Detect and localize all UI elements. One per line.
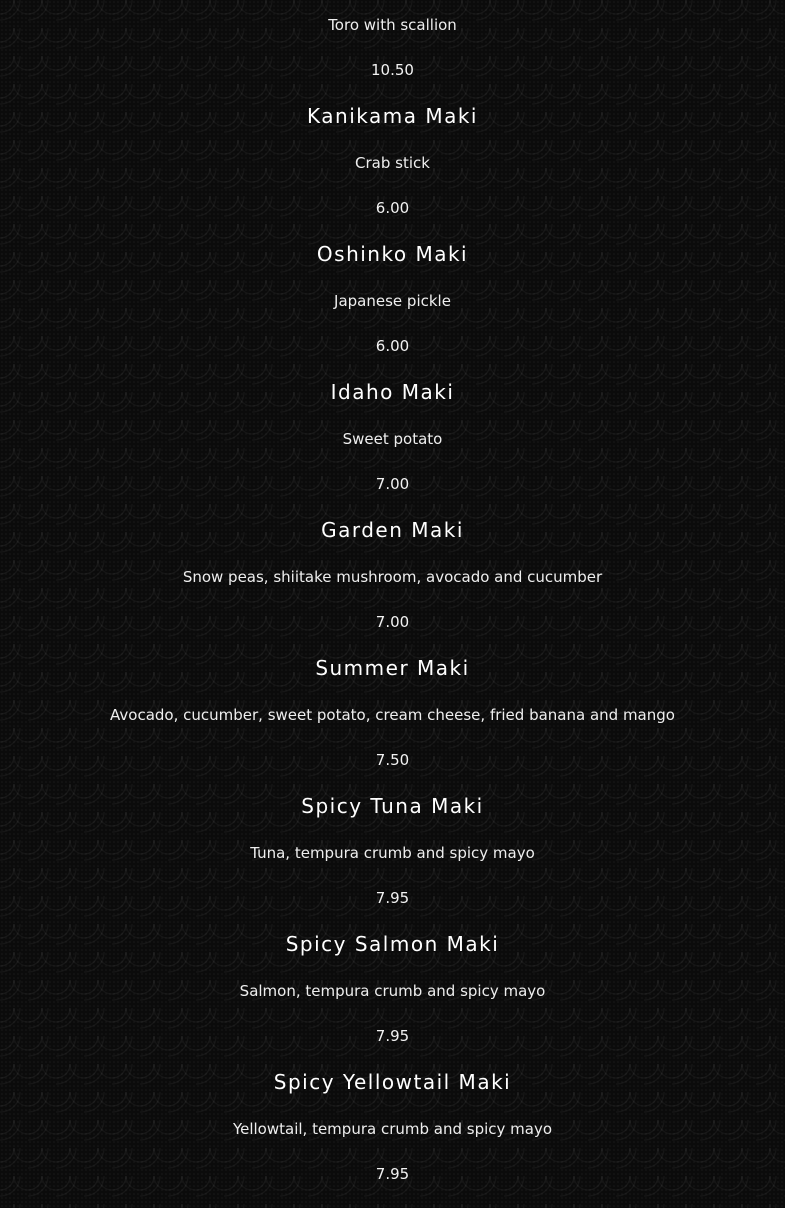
item-description: Avocado, cucumber, sweet potato, cream cheese, fried banana and mango	[110, 706, 675, 724]
item-description: Salmon, tempura crumb and spicy mayo	[239, 982, 546, 1000]
item-price: 7.00	[375, 475, 410, 493]
item-description: Snow peas, shiitake mushroom, avocado and cucumber	[182, 568, 603, 586]
item-price: 10.50	[371, 61, 414, 79]
item-description: Sweet potato	[342, 430, 443, 448]
item-name: Oshinko Maki	[316, 242, 469, 266]
item-description: Crab stick	[355, 154, 430, 172]
item-description: Toro with scallion	[328, 16, 457, 34]
item-name: Idaho Maki	[330, 380, 455, 404]
menu-item-garden-maki	[0, 506, 785, 644]
item-price: 7.95	[375, 1165, 410, 1183]
item-name: Kanikama Maki	[307, 104, 478, 128]
menu-item-spicy-yellowtail-maki	[0, 1058, 785, 1196]
item-price: 7.95	[375, 1027, 410, 1045]
item-price: 6.00	[375, 337, 410, 355]
menu-item-toro	[0, 0, 785, 92]
menu-item-idaho-maki	[0, 368, 785, 506]
menu-item-oshinko-maki	[0, 230, 785, 368]
item-price: 7.50	[375, 751, 410, 769]
item-name: Spicy Salmon Maki	[285, 932, 500, 956]
item-name: Garden Maki	[321, 518, 464, 542]
item-description: Japanese pickle	[334, 292, 451, 310]
menu-item-summer-maki	[0, 644, 785, 782]
item-price: 6.00	[375, 199, 410, 217]
item-price: 7.95	[375, 889, 410, 907]
menu-item-kanikama-maki	[0, 92, 785, 230]
item-description: Tuna, tempura crumb and spicy mayo	[250, 844, 535, 862]
item-name: Summer Maki	[315, 656, 470, 680]
item-name: Spicy Tuna Maki	[301, 794, 484, 818]
menu-item-spicy-tuna-maki	[0, 782, 785, 920]
item-price: 7.00	[375, 613, 410, 631]
item-description: Yellowtail, tempura crumb and spicy mayo	[232, 1120, 553, 1138]
item-name: Spicy Yellowtail Maki	[273, 1070, 512, 1094]
menu-item-spicy-salmon-maki	[0, 920, 785, 1058]
